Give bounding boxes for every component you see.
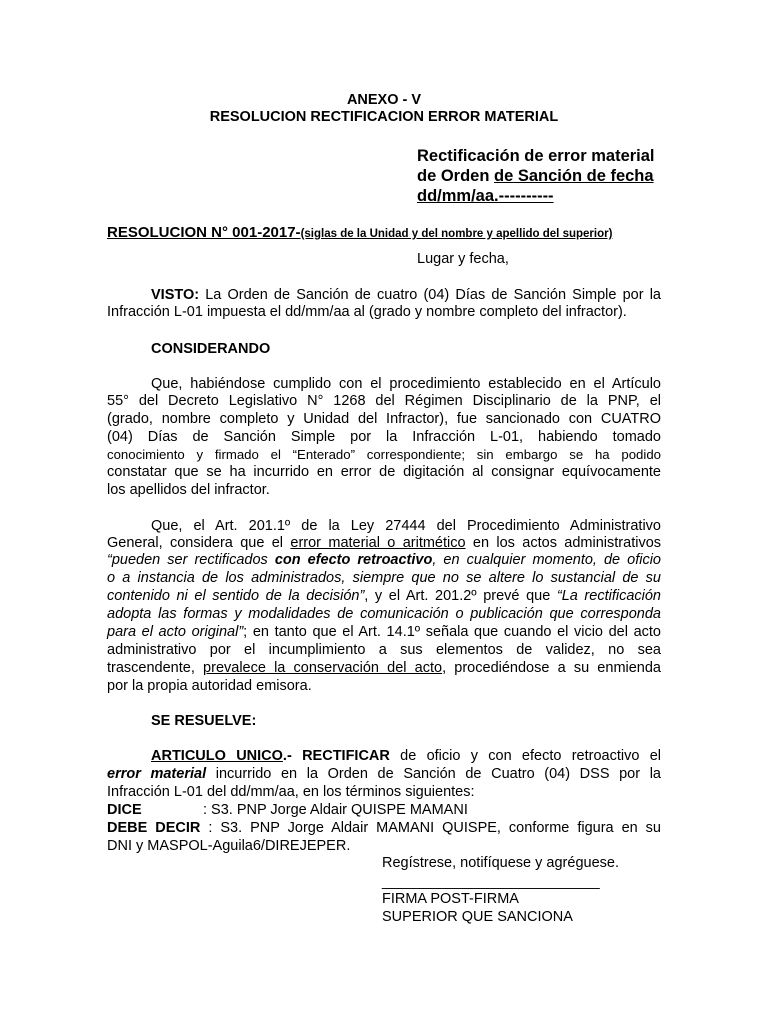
considerando-p2-line: trascendente, prevalece la conservación del acto, procediéndose a su enmienda	[107, 660, 661, 676]
considerando-p2-line: “pueden ser rectificados con efecto retroactivo, en cualquier momento, de oficio	[107, 552, 661, 568]
considerando-p1-line: 55° del Decreto Legislativo N° 1268 del Régimen Disciplinario de la PNP, el	[107, 393, 661, 409]
considerando-p2-line: o a instancia de los administrados, siempre que no se altere lo sustancial de su	[107, 570, 661, 586]
considerando-title: CONSIDERANDO	[151, 341, 271, 357]
debe-decir-line-2: DNI y MASPOL-Aguila6/DIREJEPER.	[107, 838, 351, 854]
closing-text: Regístrese, notifíquese y agréguese.	[382, 855, 619, 871]
considerando-p1-line: Que, habiéndose cumplido con el procedimiento establecido en el Artículo	[151, 376, 661, 392]
considerando-p2-line: Que, el Art. 201.1º de la Ley 27444 del Procedimiento Administrativo	[151, 518, 661, 534]
considerando-p1-line: conocimiento y firmado el “Enterado” correspondiente; sin embargo se ha podido	[107, 447, 661, 462]
considerando-p1-line: constatar que se ha incurrido en error de digitación al consignar equívocamente	[107, 464, 661, 480]
considerando-p2-line: por la propia autoridad emisora.	[107, 678, 312, 694]
articulo-line-3: Infracción L-01 del dd/mm/aa, en los términos siguientes:	[107, 784, 475, 800]
resuelve-title: SE RESUELVE:	[151, 713, 257, 729]
document-title: RESOLUCION RECTIFICACION ERROR MATERIAL	[209, 109, 559, 125]
resolution-number: RESOLUCION N° 001-2017-(siglas de la Unidad y del nombre y apellido del superior)	[107, 224, 613, 241]
dice-value: : S3. PNP Jorge Aldair QUISPE MAMANI	[203, 802, 468, 818]
signature-line: ___________________________	[382, 874, 600, 890]
articulo-line-1: ARTICULO UNICO.- RECTIFICAR de oficio y con efecto retroactivo el	[151, 748, 661, 764]
debe-decir-line: DEBE DECIR : S3. PNP Jorge Aldair MAMANI QUISPE, conforme figura en su	[107, 820, 661, 836]
subject-line-3: dd/mm/aa.----------	[417, 187, 554, 205]
visto-line-1: VISTO: La Orden de Sanción de cuatro (04) Días de Sanción Simple por la	[151, 287, 661, 303]
place-date: Lugar y fecha,	[417, 251, 509, 267]
subject-line-2: de Orden de Sanción de fecha	[417, 167, 654, 185]
considerando-p1-line: (grado, nombre completo y Unidad del Infractor), fue sancionado con CUATRO	[107, 411, 661, 427]
articulo-line-2: error material incurrido en la Orden de Sanción de Cuatro (04) DSS por la	[107, 766, 661, 782]
considerando-p1-line: (04) Días de Sanción Simple por la Infracción L-01, habiendo tomado	[107, 429, 661, 445]
signature-name: FIRMA POST-FIRMA	[382, 891, 519, 907]
considerando-p2-line: para el acto original”; en tanto que el Art. 14.1º señala que cuando el vicio del acto	[107, 624, 661, 640]
considerando-p1-line: los apellidos del infractor.	[107, 482, 270, 498]
visto-line-2: Infracción L-01 impuesta el dd/mm/aa al (grado y nombre completo del infractor).	[107, 304, 627, 320]
considerando-p2-line: contenido ni el sentido de la decisión”, y el Art. 201.2º prevé que “La rectificación	[107, 588, 661, 604]
considerando-p2-line: adopta las formas y modalidades de comunicación o publicación que corresponda	[107, 606, 661, 622]
considerando-p2-line: General, considera que el error material o aritmético en los actos administrativos	[107, 535, 662, 551]
dice-label: DICE	[107, 802, 142, 818]
anexo-label: ANEXO - V	[346, 92, 422, 108]
considerando-p2-line: administrativo por el incumplimiento a sus elementos de validez, no sea	[107, 642, 661, 658]
signature-title: SUPERIOR QUE SANCIONA	[382, 909, 573, 925]
subject-line-1: Rectificación de error material	[417, 147, 655, 165]
